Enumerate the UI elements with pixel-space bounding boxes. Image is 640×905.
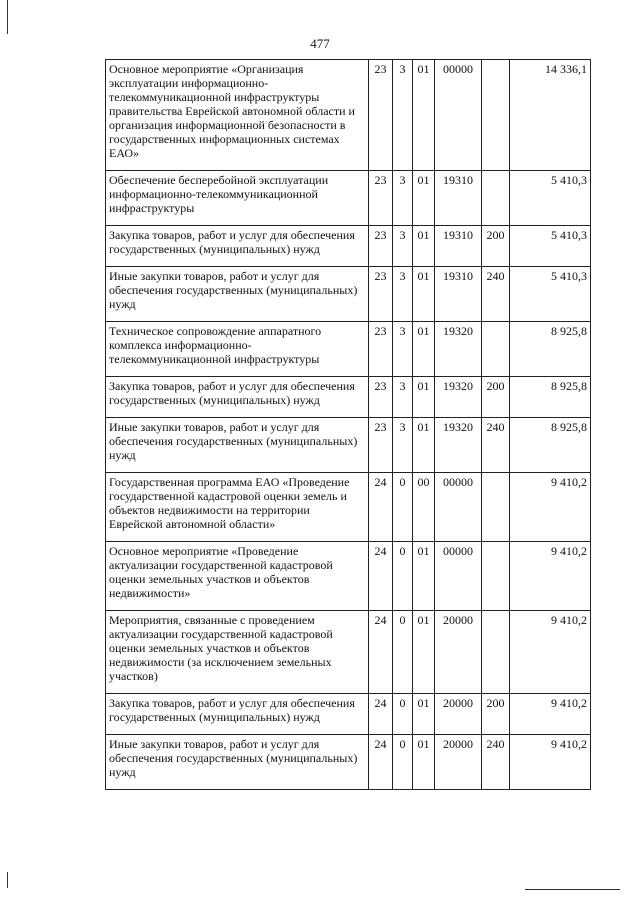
table-row — [106, 60, 591, 171]
code-event: 01 — [413, 735, 435, 790]
row-amount: 5 410,3 — [510, 171, 591, 226]
table-row — [106, 171, 591, 226]
code-expense-type: 200 — [482, 377, 510, 418]
code-subprogram: 0 — [393, 611, 413, 694]
code-expense-type — [482, 171, 510, 226]
table-row — [106, 735, 591, 790]
code-subprogram: 3 — [393, 171, 413, 226]
code-subprogram: 0 — [393, 735, 413, 790]
footer-rule — [525, 889, 620, 890]
code-direction: 19320 — [435, 418, 482, 473]
row-name: Иные закупки товаров, работ и услуг для обеспечения государственных (муниципальных) нужд — [106, 735, 369, 790]
row-name: Государственная программа ЕАО «Проведение государственной кадастровой оценки земель и объектов недвижимости на территории Еврейской автономной области» — [106, 473, 369, 542]
table-row — [106, 267, 591, 322]
row-amount: 5 410,3 — [510, 226, 591, 267]
code-direction: 20000 — [435, 735, 482, 790]
table-row — [106, 418, 591, 473]
code-direction: 20000 — [435, 694, 482, 735]
margin-mark-top — [7, 0, 8, 34]
code-event: 01 — [413, 226, 435, 267]
row-amount: 5 410,3 — [510, 267, 591, 322]
row-amount: 8 925,8 — [510, 377, 591, 418]
table-row — [106, 226, 591, 267]
code-program: 24 — [369, 611, 393, 694]
code-program: 24 — [369, 735, 393, 790]
code-program: 24 — [369, 473, 393, 542]
code-expense-type — [482, 473, 510, 542]
row-amount: 9 410,2 — [510, 694, 591, 735]
code-direction: 20000 — [435, 611, 482, 694]
table-row — [106, 322, 591, 377]
code-program: 24 — [369, 694, 393, 735]
code-event: 01 — [413, 171, 435, 226]
row-amount: 8 925,8 — [510, 322, 591, 377]
row-amount: 9 410,2 — [510, 611, 591, 694]
code-expense-type: 240 — [482, 735, 510, 790]
code-expense-type — [482, 322, 510, 377]
margin-mark-bottom — [7, 872, 8, 888]
row-amount: 9 410,2 — [510, 542, 591, 611]
code-direction: 19310 — [435, 267, 482, 322]
code-expense-type: 240 — [482, 267, 510, 322]
row-name: Закупка товаров, работ и услуг для обеспечения государственных (муниципальных) нужд — [106, 694, 369, 735]
code-subprogram: 3 — [393, 60, 413, 171]
code-event: 00 — [413, 473, 435, 542]
code-expense-type: 200 — [482, 694, 510, 735]
table-row — [106, 694, 591, 735]
row-name: Техническое сопровождение аппаратного комплекса информационно-телекоммуникационной инфраструктуры — [106, 322, 369, 377]
code-direction: 00000 — [435, 542, 482, 611]
code-program: 23 — [369, 377, 393, 418]
code-event: 01 — [413, 322, 435, 377]
code-event: 01 — [413, 60, 435, 171]
code-program: 23 — [369, 322, 393, 377]
row-name: Основное мероприятие «Проведение актуализации государственной кадастровой оценки земельных участков и объектов недвижимости» — [106, 542, 369, 611]
code-program: 23 — [369, 267, 393, 322]
code-direction: 19310 — [435, 171, 482, 226]
table-row — [106, 473, 591, 542]
code-expense-type — [482, 542, 510, 611]
row-name: Иные закупки товаров, работ и услуг для обеспечения государственных (муниципальных) нужд — [106, 418, 369, 473]
row-amount: 9 410,2 — [510, 735, 591, 790]
code-direction: 00000 — [435, 473, 482, 542]
row-name: Основное мероприятие «Организация эксплуатации информационно-телекоммуникационной инфраструктуры правительства Еврейской автономной области и организация информационной безопасности в государственных информационных системах ЕАО» — [106, 60, 369, 171]
code-expense-type: 240 — [482, 418, 510, 473]
budget-table-body — [106, 60, 591, 790]
code-subprogram: 0 — [393, 473, 413, 542]
row-amount: 14 336,1 — [510, 60, 591, 171]
row-amount: 9 410,2 — [510, 473, 591, 542]
page-number: 477 — [310, 36, 330, 51]
code-event: 01 — [413, 542, 435, 611]
code-expense-type — [482, 60, 510, 171]
code-subprogram: 3 — [393, 267, 413, 322]
code-subprogram: 3 — [393, 377, 413, 418]
code-direction: 19310 — [435, 226, 482, 267]
code-subprogram: 3 — [393, 322, 413, 377]
code-subprogram: 3 — [393, 226, 413, 267]
table-row — [106, 542, 591, 611]
code-event: 01 — [413, 267, 435, 322]
code-program: 23 — [369, 226, 393, 267]
code-subprogram: 0 — [393, 542, 413, 611]
code-subprogram: 3 — [393, 418, 413, 473]
code-expense-type: 200 — [482, 226, 510, 267]
code-direction: 00000 — [435, 60, 482, 171]
row-amount: 8 925,8 — [510, 418, 591, 473]
row-name: Обеспечение бесперебойной эксплуатации информационно-телекоммуникационной инфраструктуры — [106, 171, 369, 226]
code-program: 23 — [369, 418, 393, 473]
code-program: 23 — [369, 171, 393, 226]
row-name: Мероприятия, связанные с проведением актуализации государственной кадастровой оценки земельных участков и объектов недвижимости (за исключением земельных участков) — [106, 611, 369, 694]
row-name: Иные закупки товаров, работ и услуг для обеспечения государственных (муниципальных) нужд — [106, 267, 369, 322]
code-event: 01 — [413, 694, 435, 735]
row-name: Закупка товаров, работ и услуг для обеспечения государственных (муниципальных) нужд — [106, 377, 369, 418]
code-direction: 19320 — [435, 322, 482, 377]
code-program: 23 — [369, 60, 393, 171]
table-row — [106, 611, 591, 694]
table-row — [106, 377, 591, 418]
code-direction: 19320 — [435, 377, 482, 418]
code-expense-type — [482, 611, 510, 694]
budget-table — [105, 59, 591, 790]
code-program: 24 — [369, 542, 393, 611]
code-event: 01 — [413, 377, 435, 418]
code-event: 01 — [413, 418, 435, 473]
code-event: 01 — [413, 611, 435, 694]
row-name: Закупка товаров, работ и услуг для обеспечения государственных (муниципальных) нужд — [106, 226, 369, 267]
code-subprogram: 0 — [393, 694, 413, 735]
